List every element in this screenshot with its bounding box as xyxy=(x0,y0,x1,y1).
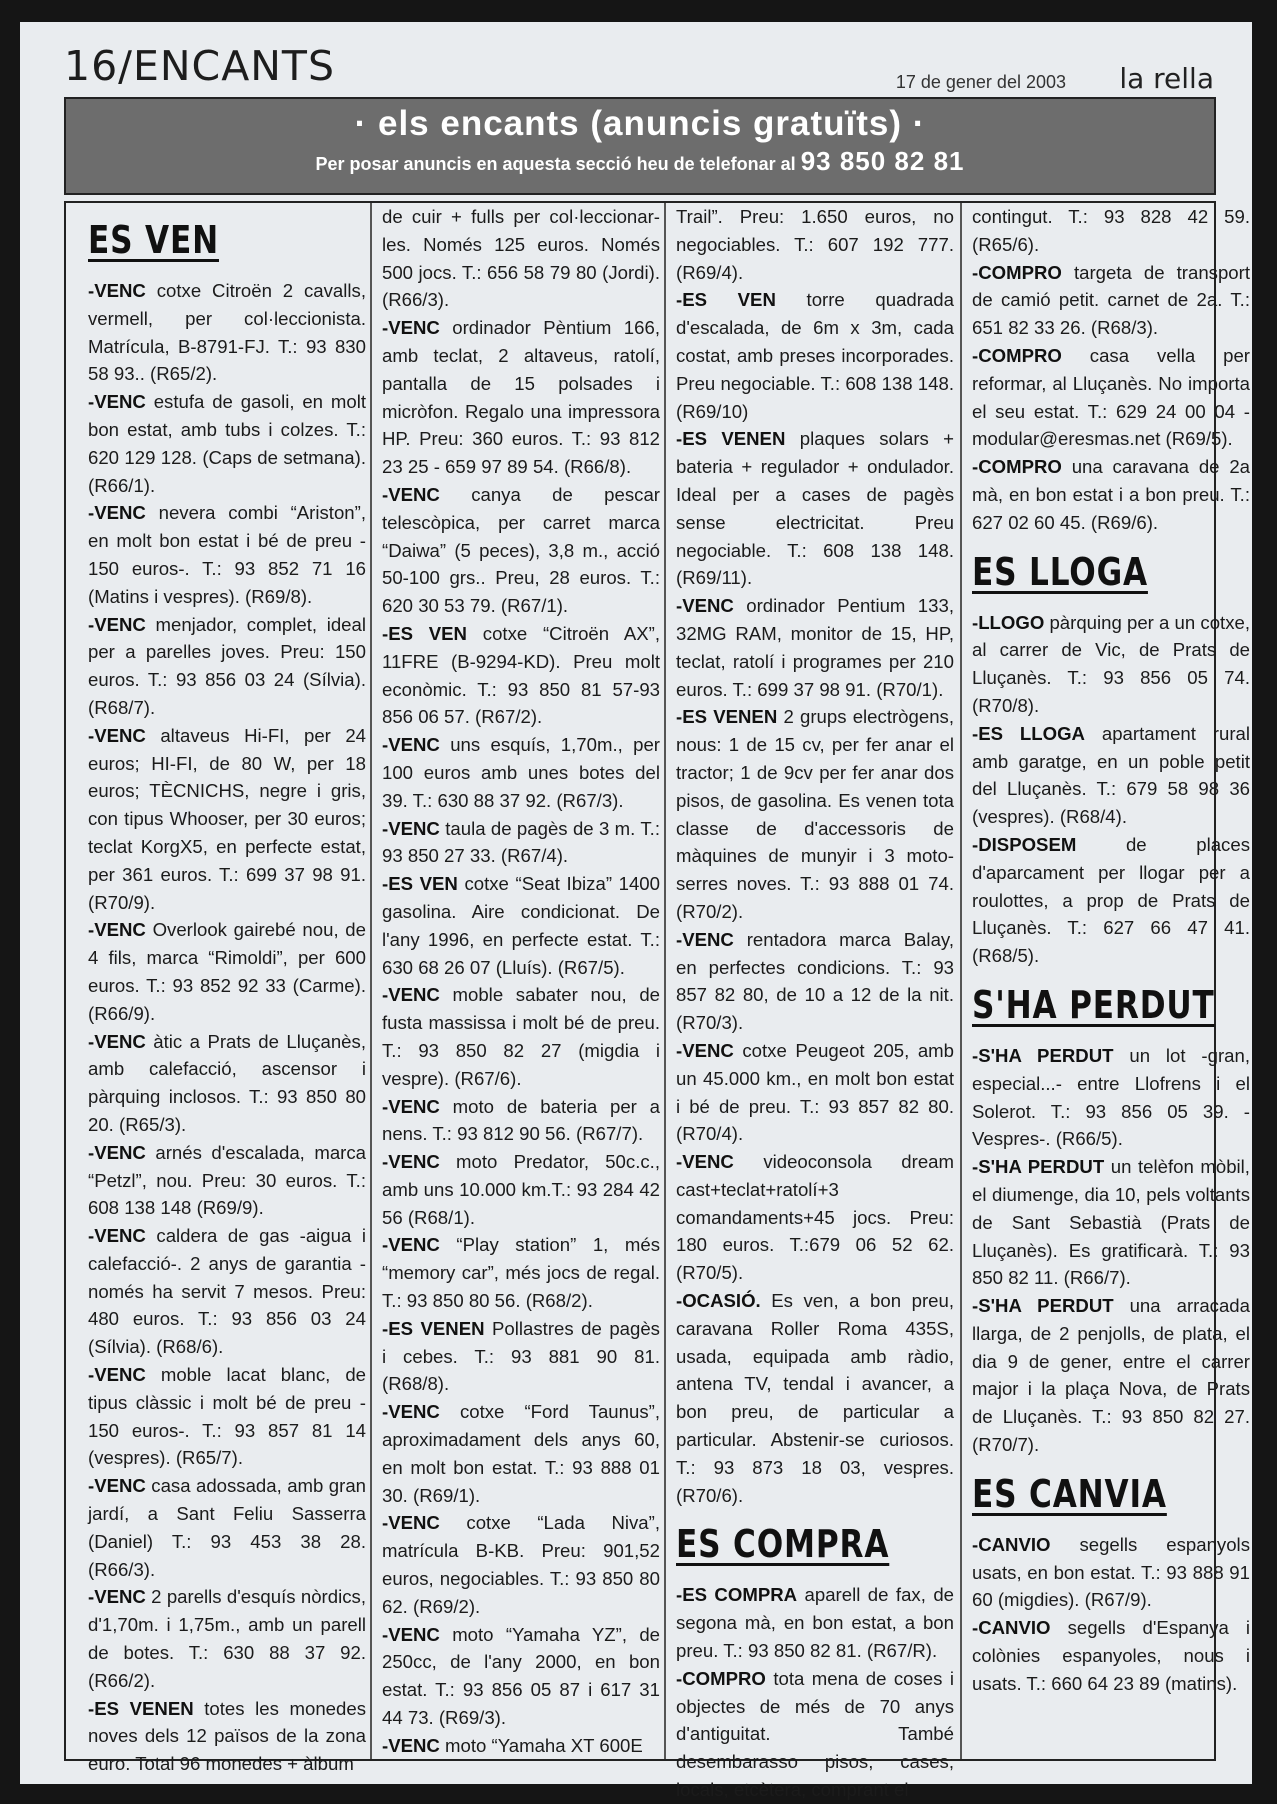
ad-lead: -COMPRO xyxy=(972,344,1062,366)
classified-ad xyxy=(382,620,660,731)
ad-lead: -CANVIO xyxy=(972,1533,1051,1555)
classified-ad xyxy=(88,722,366,917)
ad-text: torre quadrada d'escalada, de 6m x 3m, cada costat, amb preses incorporades. Preu negociable. T.: 608 138 148. (R69/10) xyxy=(676,289,954,422)
classified-ad xyxy=(88,1139,366,1222)
section-heading: ES CANVIA xyxy=(972,1471,1167,1516)
ad-text: moble lacat blanc, de tipus clàssic i molt bé de preu - 150 euros-. T.: 93 857 81 14 (vespres). (R65/7). xyxy=(88,1364,366,1469)
ad-lead: -ES VENEN xyxy=(88,1697,194,1719)
ad-lead: -VENC xyxy=(382,483,440,505)
classified-ad xyxy=(676,1148,954,1287)
ad-text: casa adossada, amb gran jardí, a Sant Feliu Sasserra (Daniel) T.: 93 453 38 28. (R66/3). xyxy=(88,1475,366,1580)
column-divider xyxy=(370,203,372,1759)
ad-lead: -VENC xyxy=(382,1512,440,1534)
ad-text: canya de pescar telescòpica, per carret marca “Daiwa” (5 peces), 3,8 m., acció 50-100 grs.. Preu, 28 euros. T.: 620 30 53 79. (R67/1). xyxy=(382,483,660,617)
ad-text: cotxe “Lada Niva”, matrícula B-KB. Preu: 901,52 euros, negociables. T.: 93 850 80 62. (R69/2). xyxy=(382,1512,660,1617)
ad-lead: -S'HA PERDUT xyxy=(972,1044,1114,1066)
ad-lead: -VENC xyxy=(88,502,146,524)
ad-lead: -COMPRO xyxy=(972,456,1062,478)
ad-text: casa vella per reformar, al Lluçanès. No importa el seu estat. T.: 629 24 00 04 - modular@eresmas.net (R69/5). xyxy=(972,344,1250,450)
ad-text: nevera combi “Ariston”, en molt bon estat i bé de preu - 150 euros-. T.: 93 852 71 16 (Matins i vespres). (R69/8). xyxy=(88,502,367,607)
ad-text: caldera de gas -aigua i calefacció-. 2 anys de garantia - només ha servit 7 mesos. Preu: 480 euros. T.: 93 856 03 24 (Sílvia). (R68/6). xyxy=(88,1225,366,1358)
ad-text: Trail”. Preu: 1.650 euros, no negociables. T.: 607 192 777. (R69/4). xyxy=(676,206,954,283)
ad-text: arnés d'escalada, marca “Petzl”, nou. Preu: 30 euros. T.: 608 138 148 (R69/9). xyxy=(88,1141,366,1219)
classified-ad xyxy=(972,342,1250,453)
ad-lead: -VENC xyxy=(382,1623,440,1645)
ad-lead: -VENC xyxy=(382,317,440,339)
ad-text: Pollastres de pagès i cebes. T.: 93 881 90 81. (R68/8). xyxy=(382,1317,660,1395)
ad-text: moto de bateria per a nens. T.: 93 812 90 56. (R67/7). xyxy=(382,1095,660,1145)
classified-ad xyxy=(382,481,660,620)
ad-text: una arracada llarga, de 2 penjolls, de plata, el dia 9 de gener, entre el carrer major i la plaça Nova, de Prats de Lluçanès. T.: 93 850 82 27. (R70/7). xyxy=(972,1295,1250,1456)
banner-phone: 93 850 82 81 xyxy=(800,146,965,176)
classified-ad xyxy=(88,277,366,388)
classified-ad xyxy=(972,1531,1250,1614)
ad-lead: -ES VEN xyxy=(382,622,467,644)
classified-ad xyxy=(88,1583,366,1694)
classified-ad xyxy=(676,926,954,1037)
ad-text: cotxe Peugeot 205, amb un 45.000 km., en molt bon estat i bé de preu. T.: 93 857 82 80. (R70/4). xyxy=(676,1039,954,1145)
ad-text: apartament rural amb garatge, en un poble petit del Lluçanès. T.: 679 58 98 36 (vespres). (R68/4). xyxy=(972,722,1251,828)
ad-text: estufa de gasoli, en molt bon estat, amb tubs i colzes. T.: 620 129 128. (Caps de setmana). (R66/1). xyxy=(88,391,366,496)
ad-text: un lot -gran, especial...- entre Llofrens i el Solerot. T.: 93 856 05 39. - Vespres-. (R66/5). xyxy=(972,1044,1250,1150)
ads-column-1 xyxy=(88,205,366,1778)
ad-lead: -VENC xyxy=(88,280,146,301)
section-heading: S'HA PERDUT xyxy=(972,982,1215,1027)
ad-lead: -VENC xyxy=(88,1141,146,1163)
ad-text: moto Predator, 50c.c., amb uns 10.000 km.T.: 93 284 42 56 (R68/1). xyxy=(382,1151,660,1228)
classified-ad xyxy=(972,609,1250,720)
ad-text: de cuir + fulls per col·leccionar-les. Només 125 euros. Només 500 jocs. T.: 656 58 79 80 (Jordi). (R66/3). xyxy=(382,206,660,311)
classified-ad xyxy=(382,815,660,871)
classified-ad xyxy=(382,203,660,314)
ad-text: segells espanyols usats, en bon estat. T.: 93 888 91 60 (migdies). (R67/9). xyxy=(972,1533,1250,1611)
ad-lead: -VENC xyxy=(382,817,440,839)
ad-text: pàrquing per a un cotxe, al carrer de Vic, de Prats de Lluçanès. T.: 93 856 05 74. (R70/8). xyxy=(972,611,1251,716)
classified-ad xyxy=(88,388,366,499)
classified-ad xyxy=(382,1148,660,1231)
ad-lead: -VENC xyxy=(88,1364,146,1386)
ads-frame xyxy=(64,201,1251,1801)
column-divider xyxy=(664,203,666,1759)
ad-text: 2 parells d'esquís nòrdics, d'1,70m. i 1,75m., amb un parell de botes. T.: 630 88 37 92. (R66/2). xyxy=(88,1586,366,1691)
classified-ad xyxy=(382,1732,660,1760)
ad-lead: -VENC xyxy=(382,984,440,1006)
ad-text: de places d'aparcament per llogar per a roulottes, a prop de Prats de Lluçanès. T.: 627 66 47 41. (R68/5). xyxy=(972,833,1250,967)
classified-ad xyxy=(382,1621,660,1732)
classified-ad xyxy=(972,259,1250,342)
ad-lead: -VENC xyxy=(676,1039,734,1061)
classified-ad xyxy=(382,731,660,814)
ad-lead: -VENC xyxy=(382,734,440,756)
classified-ad xyxy=(676,1287,954,1509)
ad-lead: -ES VEN xyxy=(382,873,458,895)
classified-ad xyxy=(676,203,954,286)
ad-text: àtic a Prats de Lluçanès, amb calefacció, ascensor i pàrquing inclosos. T.: 93 850 80 20. (R65/3). xyxy=(88,1030,366,1135)
classified-ad xyxy=(382,1231,660,1314)
ad-text: cotxe “Seat Ibiza” 1400 gasolina. Aire condicionat. De l'any 1996, en perfecte estat. T.: 630 68 26 07 (Lluís). (R67/5). xyxy=(382,873,660,978)
ad-text: cotxe “Ford Taunus”, aproximadament dels anys 60, en molt bon estat. T.: 93 888 01 30. (R69/1). xyxy=(382,1401,660,1506)
ad-text: Overlook gairebé nou, de 4 fils, marca “Rimoldi”, per 600 euros. T.: 93 852 92 33 (Carme).(R66/9). xyxy=(88,919,366,1024)
ad-lead: -VENC xyxy=(676,1151,734,1173)
ad-text: altaveus Hi-FI, per 24 euros; HI-FI, de 80 W, per 18 euros; TÈCNICHS, negre i gris, con tipus Whooser, per 30 euros; teclat KorgX5, en perfecte estat, per 361 euros. T.: 699 37 98 91. (R70/9). xyxy=(88,724,367,913)
classified-ad xyxy=(382,981,660,1092)
classified-ad xyxy=(88,916,366,1027)
ad-lead: -COMPRO xyxy=(972,261,1062,283)
ad-text: “Play station” 1, més “memory car”, més jocs de regal. T.: 93 850 80 56. (R68/2). xyxy=(382,1234,660,1312)
ad-text: rentadora marca Balay, en perfectes condicions. T.: 93 857 82 80, de 10 a 12 de la nit. (R70/3). xyxy=(676,928,954,1034)
newspaper-page xyxy=(20,22,1252,1801)
classified-ad xyxy=(88,1695,366,1778)
classified-ad xyxy=(972,1042,1250,1153)
ad-lead: -ES VEN xyxy=(676,289,776,311)
ad-text: ordinador Pèntium 166, amb teclat, 2 altaveus, ratolí, pantalla de 15 polsades i micròfon. Regalo una impressora HP. Preu: 360 euros. T.: 93 812 23 25 - 659 97 89 54. (R66/8). xyxy=(382,317,660,478)
classified-ad xyxy=(88,611,366,722)
ad-text: moto “Yamaha XT 600E xyxy=(445,1734,643,1756)
classified-ad xyxy=(382,870,660,981)
banner-instructions: Per posar anuncis en aquesta secció heu de telefonar al xyxy=(315,154,796,174)
ad-lead: -VENC xyxy=(88,1030,146,1052)
ad-lead: -VENC xyxy=(88,391,146,413)
classified-ad xyxy=(382,1509,660,1620)
classified-ad xyxy=(676,1037,954,1148)
ad-text: cotxe “Citroën AX”, 11FRE (B-9294-KD). Preu molt econòmic. T.: 93 850 81 57-93 856 06 57. (R67/2). xyxy=(382,622,660,728)
ad-lead: -VENC xyxy=(88,724,146,746)
ad-lead: -VENC xyxy=(676,595,734,617)
classified-ad xyxy=(88,1361,366,1472)
ad-text: una caravana de 2a mà, en bon estat i a bon preu. T.: 627 02 60 45. (R69/6). xyxy=(972,456,1250,533)
classified-ad xyxy=(676,592,954,703)
ad-text: contingut. T.: 93 828 42 59. (R65/6). xyxy=(972,206,1250,255)
ad-text: moble sabater nou, de fusta massissa i molt bé de preu. T.: 93 850 82 27 (migdia i vespre). (R67/6). xyxy=(382,984,660,1089)
ads-column-3 xyxy=(676,203,954,1804)
ad-lead: -VENC xyxy=(382,1095,440,1117)
classified-ad xyxy=(676,1581,954,1664)
newspaper-name: la rella xyxy=(1119,62,1214,95)
classified-ad xyxy=(88,499,366,610)
classifieds-banner xyxy=(64,97,1216,195)
ad-lead: -ES LLOGA xyxy=(972,722,1085,744)
ad-text: menjador, complet, ideal per a parelles joves. Preu: 150 euros. T.: 93 856 03 24 (Sílvia). (R68/7). xyxy=(88,613,366,718)
ad-lead: -S'HA PERDUT xyxy=(972,1295,1114,1317)
ad-text: aparell de fax, de segona mà, en bon estat, a bon preu. T.: 93 850 82 81. (R67/R). xyxy=(676,1584,954,1662)
ad-lead: -VENC xyxy=(88,1586,146,1608)
classified-ad xyxy=(972,831,1250,970)
ad-text: targeta de transport de camió petit. carnet de 2a. T.: 651 82 33 26. (R68/3). xyxy=(972,261,1250,339)
classified-ad xyxy=(972,203,1250,259)
ad-lead: -VENC xyxy=(676,928,734,950)
ad-text: totes les monedes noves dels 12 països de la zona euro. Total 96 monedes + àlbum xyxy=(88,1697,366,1775)
ad-lead: -OCASIÓ. xyxy=(676,1290,761,1312)
classified-ad xyxy=(972,1153,1250,1292)
ad-lead: -DISPOSEM xyxy=(972,833,1077,855)
ads-column-4 xyxy=(972,203,1250,1698)
classified-ad xyxy=(88,1222,366,1361)
section-heading: ES LLOGA xyxy=(972,549,1148,594)
ad-lead: -VENC xyxy=(382,1734,440,1756)
section-heading: ES VEN xyxy=(88,218,219,262)
ad-lead: -VENC xyxy=(88,613,146,635)
ad-lead: -ES VENEN xyxy=(382,1317,485,1339)
ad-lead: -VENC xyxy=(382,1151,440,1173)
ad-text: cotxe Citroën 2 cavalls, vermell, per col·leccionista. Matrícula, B-8791-FJ. T.: 93 830 58 93.. (R65/2). xyxy=(88,280,366,385)
section-heading: ES COMPRA xyxy=(676,1522,890,1567)
ad-lead: -VENC xyxy=(88,1475,146,1497)
ad-lead: -CANVIO xyxy=(972,1617,1051,1639)
banner-title: · els encants (anuncis gratuïts) · xyxy=(354,104,926,143)
ad-lead: -VENC xyxy=(382,1234,440,1256)
column-divider xyxy=(960,203,962,1759)
classified-ad xyxy=(382,314,660,481)
classified-ad xyxy=(88,1472,366,1583)
ad-lead: -S'HA PERDUT xyxy=(972,1156,1105,1178)
ad-text: Es ven, a bon preu, caravana Roller Roma 435S, usada, equipada amb ràdio, antena TV, tendal i avancer, a bon preu, de particular a particular. Abstenir-se curiosos. T.: 93 873 18 03, vespres. (R70/6). xyxy=(676,1290,954,1506)
classified-ad xyxy=(676,425,954,592)
ad-text: taula de pagès de 3 m. T.: 93 850 27 33. (R67/4). xyxy=(382,817,660,867)
ad-text: moto “Yamaha YZ”, de 250cc, de l'any 2000, en bon estat. T.: 93 856 05 87 i 617 31 44 73. (R69/3). xyxy=(382,1623,660,1729)
ad-text: tota mena de coses i objectes de més de 70 anys d'antiguitat. També desembarasso pisos, cases, locals, etcètera, comprant el xyxy=(676,1667,955,1801)
ad-lead: -ES VENEN xyxy=(676,706,778,728)
section-title: 16/ENCANTS xyxy=(64,42,335,90)
ad-text: segells d'Espanya i colònies espanyoles, nous i usats. T.: 660 64 23 89 (matins). xyxy=(972,1617,1250,1694)
classified-ad xyxy=(676,703,954,925)
classified-ad xyxy=(382,1398,660,1509)
issue-date: 17 de gener del 2003 xyxy=(895,72,1066,92)
ad-text: 2 grups electrògens, nous: 1 de 15 cv, per fer anar el tractor; 1 de 9cv per fer anar dos pisos, de gasolina. Es venen tota classe de d'accessoris de màquines de munyir i 3 moto-serres noves. T.: 93 888 01 74. (R70/2). xyxy=(676,706,955,922)
classified-ad xyxy=(972,1614,1250,1697)
classified-ad xyxy=(676,286,954,425)
ad-text: uns esquís, 1,70m., per 100 euros amb unes botes del 39. T.: 630 88 37 92. (R67/3). xyxy=(382,734,661,811)
banner-subtitle xyxy=(66,146,1214,177)
ad-lead: -LLOGO xyxy=(972,611,1045,633)
classified-ad xyxy=(382,1315,660,1398)
classified-ad xyxy=(972,453,1250,536)
ad-text: ordinador Pentium 133, 32MG RAM, monitor de 15, HP, teclat, ratolí i programes per 210 euros. T.: 699 37 98 91. (R70/1). xyxy=(676,595,954,700)
classified-ad xyxy=(382,1093,660,1149)
ad-lead: -VENC xyxy=(88,919,146,941)
classified-ad xyxy=(972,720,1250,831)
ad-lead: -VENC xyxy=(88,1225,146,1247)
ad-lead: -ES COMPRA xyxy=(676,1584,798,1606)
classified-ad xyxy=(676,1665,954,1804)
classified-ad xyxy=(88,1028,366,1139)
ad-text: un telèfon mòbil, el diumenge, dia 10, pels voltants de Sant Sebastià (Prats de Lluçanès). Es gratificarà. T.: 93 850 82 11. (R66/7). xyxy=(972,1156,1250,1289)
ad-text: plaques solars + bateria + regulador + ondulador. Ideal per a cases de pagès sense electricitat. Preu negociable. T.: 608 138 148. (R69/11). xyxy=(676,428,955,589)
ad-lead: -COMPRO xyxy=(676,1667,766,1689)
classified-ad xyxy=(972,1292,1250,1459)
ad-lead: -ES VENEN xyxy=(676,428,786,450)
ads-column-2 xyxy=(382,203,660,1760)
ad-lead: -VENC xyxy=(382,1401,440,1423)
ad-text: videoconsola dream cast+teclat+ratolí+3 comandaments+45 jocs. Preu: 180 euros. T.:679 06 52 62. (R70/5). xyxy=(676,1151,954,1284)
